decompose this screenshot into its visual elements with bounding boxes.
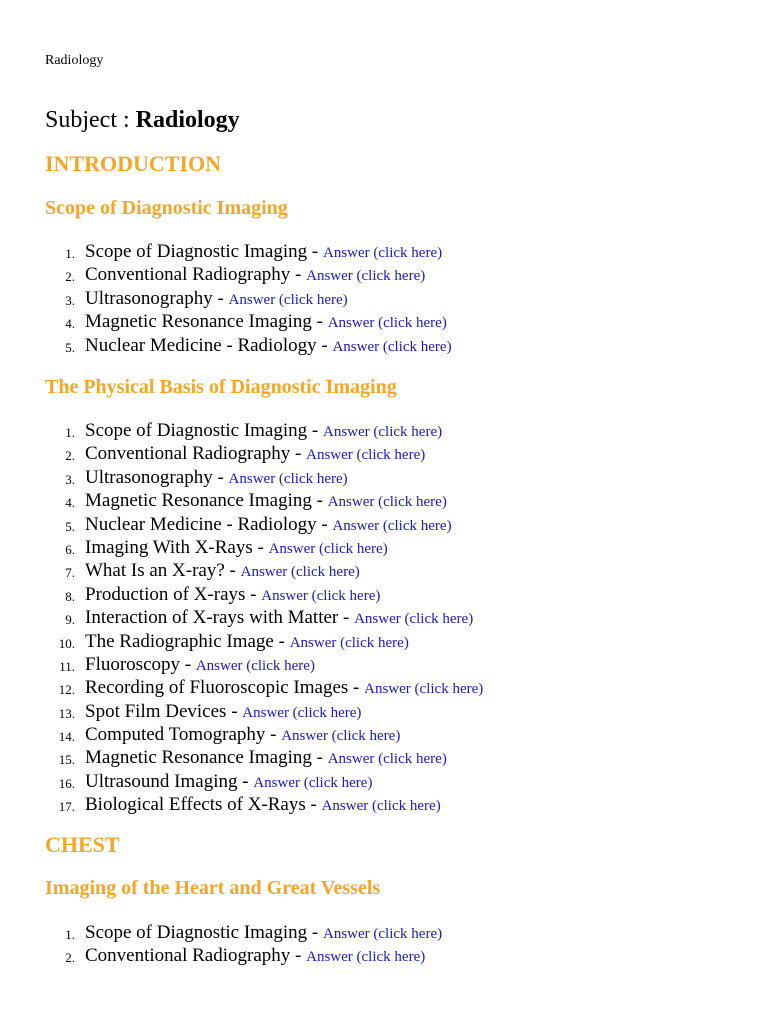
item-number: 7. bbox=[65, 565, 75, 581]
list-item bbox=[0, 442, 768, 465]
item-number: 1. bbox=[65, 246, 75, 261]
item-number: 16. bbox=[58, 775, 75, 791]
item-number: 14. bbox=[58, 729, 75, 745]
item-number: 8. bbox=[65, 588, 75, 604]
item-number: 5. bbox=[65, 518, 75, 534]
item-title: Imaging With X-Rays - bbox=[85, 536, 269, 558]
section-heading-introduction: INTRODUCTION bbox=[45, 151, 222, 176]
item-title: The Radiographic Image - bbox=[85, 630, 290, 652]
item-number: 5. bbox=[65, 339, 75, 355]
item-title: Ultrasonography - bbox=[85, 466, 229, 488]
list-item bbox=[0, 310, 768, 333]
item-number: 2. bbox=[65, 269, 75, 285]
answer-link[interactable]: Answer (click here) bbox=[289, 634, 409, 651]
item-number: 4. bbox=[65, 316, 75, 332]
item-title: Magnetic Resonance Imaging - bbox=[85, 490, 328, 512]
item-title: Scope of Diagnostic Imaging - bbox=[85, 241, 323, 262]
item-number: 15. bbox=[58, 752, 75, 768]
list-item bbox=[0, 263, 768, 286]
list-item bbox=[0, 793, 768, 816]
item-title: Biological Effects of X-Rays - bbox=[85, 794, 322, 816]
item-title: Spot Film Devices - bbox=[85, 700, 243, 722]
answer-link[interactable]: Answer (click here) bbox=[268, 540, 388, 557]
item-number: 11. bbox=[59, 658, 75, 674]
question-list-heart bbox=[0, 921, 768, 968]
item-title: Recording of Fluoroscopic Images - bbox=[85, 677, 365, 699]
answer-link[interactable]: Answer (click here) bbox=[228, 470, 348, 487]
item-title: Magnetic Resonance Imaging - bbox=[85, 311, 328, 333]
item-title: Fluoroscopy - bbox=[85, 653, 196, 675]
list-item bbox=[0, 583, 768, 606]
item-title: Interaction of X-rays with Matter - bbox=[85, 607, 355, 629]
answer-link[interactable]: Answer (click here) bbox=[327, 751, 447, 768]
list-item bbox=[0, 240, 768, 263]
answer-link[interactable]: Answer (click here) bbox=[306, 268, 426, 285]
question-list-scope bbox=[0, 240, 768, 357]
section-heading-chest: CHEST bbox=[45, 832, 120, 857]
list-item bbox=[0, 513, 768, 536]
item-number: 10. bbox=[58, 635, 75, 651]
item-number: 4. bbox=[65, 495, 75, 511]
item-title: Conventional Radiography - bbox=[85, 945, 307, 967]
answer-link[interactable]: Answer (click here) bbox=[364, 681, 484, 698]
item-title: Production of X-rays - bbox=[85, 583, 262, 605]
item-number: 13. bbox=[58, 705, 75, 721]
answer-link[interactable]: Answer (click here) bbox=[261, 587, 381, 604]
answer-link[interactable]: Answer (click here) bbox=[322, 926, 443, 942]
list-item bbox=[0, 334, 768, 357]
item-number: 2. bbox=[65, 950, 75, 966]
list-item bbox=[0, 287, 768, 310]
subject-line bbox=[45, 105, 240, 135]
list-item bbox=[0, 770, 768, 793]
item-number: 9. bbox=[65, 612, 75, 628]
answer-link[interactable]: Answer (click here) bbox=[354, 611, 474, 628]
list-item bbox=[0, 921, 768, 944]
answer-link[interactable]: Answer (click here) bbox=[327, 315, 447, 332]
subsection-heading-physical-basis: The Physical Basis of Diagnostic Imaging bbox=[45, 376, 397, 398]
answer-link[interactable]: Answer (click here) bbox=[306, 447, 426, 464]
item-title: Magnetic Resonance Imaging - bbox=[85, 747, 328, 769]
item-number: 3. bbox=[65, 471, 75, 487]
list-item bbox=[0, 746, 768, 769]
answer-link[interactable]: Answer (click here) bbox=[332, 517, 452, 534]
item-number: 3. bbox=[65, 292, 75, 308]
list-item bbox=[0, 606, 768, 629]
list-item bbox=[0, 630, 768, 653]
item-number: 2. bbox=[65, 448, 75, 464]
item-number: 1. bbox=[65, 425, 75, 440]
answer-link[interactable]: Answer (click here) bbox=[242, 704, 362, 721]
answer-link[interactable]: Answer (click here) bbox=[306, 949, 426, 966]
answer-link[interactable]: Answer (click here) bbox=[240, 564, 360, 581]
list-item bbox=[0, 653, 768, 676]
item-title: Scope of Diagnostic Imaging - bbox=[85, 420, 323, 441]
list-item bbox=[0, 559, 768, 582]
item-number: 17. bbox=[58, 799, 75, 815]
subject-value: Radiology bbox=[135, 107, 240, 133]
item-title: Conventional Radiography - bbox=[85, 443, 307, 465]
item-title: Conventional Radiography - bbox=[85, 264, 307, 286]
item-title: Ultrasound Imaging - bbox=[85, 770, 254, 792]
list-item bbox=[0, 419, 768, 442]
question-list-physical-basis bbox=[0, 419, 768, 817]
item-number: 1. bbox=[65, 927, 75, 942]
answer-link[interactable]: Answer (click here) bbox=[332, 338, 452, 355]
list-item bbox=[0, 489, 768, 512]
item-title: Scope of Diagnostic Imaging - bbox=[85, 922, 323, 943]
item-title: Nuclear Medicine - Radiology - bbox=[85, 513, 333, 535]
answer-link[interactable]: Answer (click here) bbox=[322, 424, 443, 440]
list-item bbox=[0, 466, 768, 489]
list-item bbox=[0, 700, 768, 723]
answer-link[interactable]: Answer (click here) bbox=[281, 728, 401, 745]
subsection-heading-scope: Scope of Diagnostic Imaging bbox=[45, 197, 288, 219]
answer-link[interactable]: Answer (click here) bbox=[253, 774, 373, 791]
answer-link[interactable]: Answer (click here) bbox=[327, 494, 447, 511]
answer-link[interactable]: Answer (click here) bbox=[321, 798, 441, 815]
answer-link[interactable]: Answer (click here) bbox=[228, 291, 348, 308]
list-item bbox=[0, 723, 768, 746]
item-number: 6. bbox=[65, 541, 75, 557]
list-item bbox=[0, 944, 768, 967]
list-item bbox=[0, 676, 768, 699]
item-title: Ultrasonography - bbox=[85, 287, 229, 309]
answer-link[interactable]: Answer (click here) bbox=[322, 245, 443, 261]
list-item bbox=[0, 536, 768, 559]
item-title: What Is an X-ray? - bbox=[85, 560, 241, 582]
subsection-heading-heart: Imaging of the Heart and Great Vessels bbox=[45, 877, 381, 899]
item-title: Computed Tomography - bbox=[85, 724, 282, 746]
item-number: 12. bbox=[58, 682, 75, 698]
answer-link[interactable]: Answer (click here) bbox=[195, 657, 315, 674]
subject-label: Subject : bbox=[45, 107, 136, 133]
item-title: Nuclear Medicine - Radiology - bbox=[85, 334, 333, 356]
running-header: Radiology bbox=[45, 53, 104, 68]
